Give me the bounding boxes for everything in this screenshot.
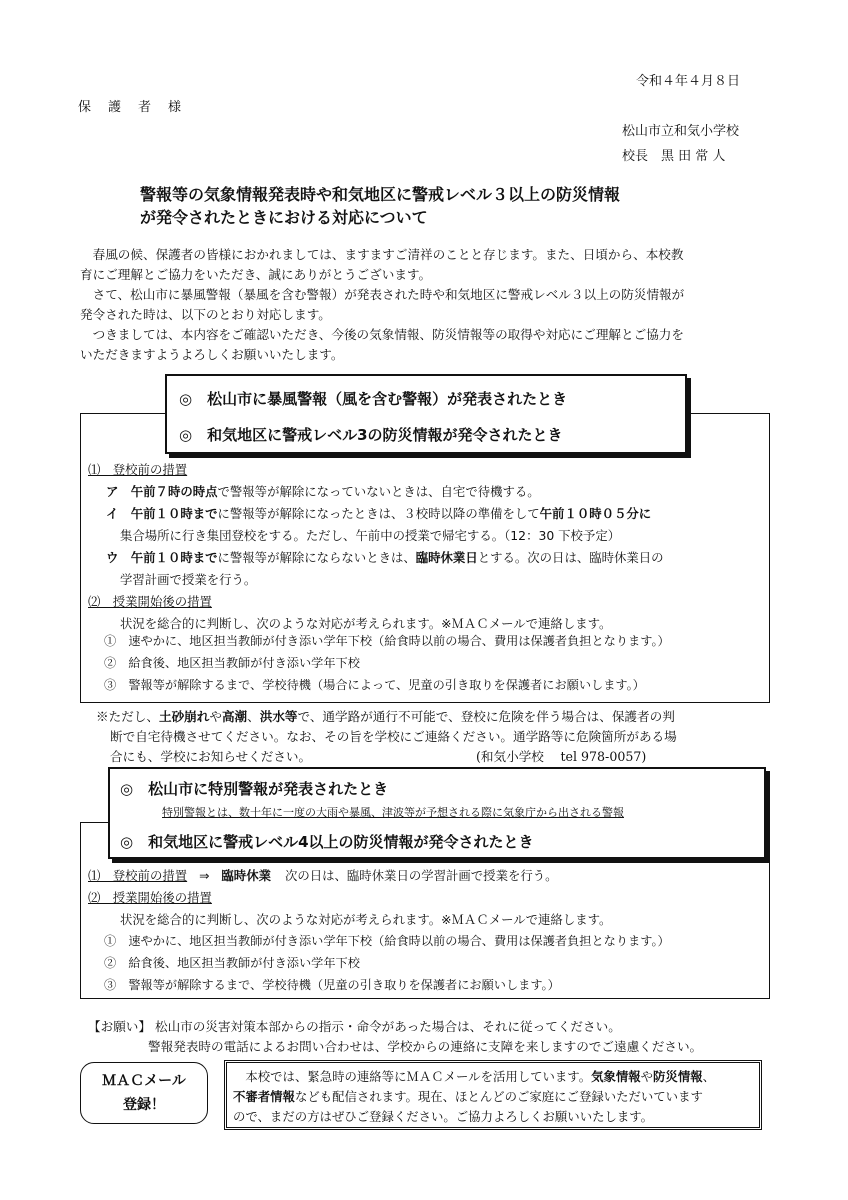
school-contact: (和気小学校 tel 978-0057) xyxy=(476,749,647,764)
request-text: 松山市の災害対策本部からの指示・命令があった場合は、それに従ってください。 xyxy=(154,1019,621,1034)
intro-line: さて、松山市に暴風警報（暴風を含む警報）が発表された時や和気地区に警戒レベル３以上の防災情報が xyxy=(80,287,685,302)
intro-line: 発令された時は、以下のとおり対応します。 xyxy=(80,307,331,322)
mac-sep: 、 xyxy=(702,1069,715,1084)
list-item: ③ 警報等が解除するまで、学校待機（児童の引き取りを保護者にお願いします。） xyxy=(104,978,560,992)
list-item: ② 給食後、地区担当教師が付き添い学年下校 xyxy=(104,956,360,970)
note-line3: 合にも、学校にお知らせください。 xyxy=(110,749,312,764)
section2-heading1: ◎ 松山市に特別警報が発表されたとき xyxy=(120,780,389,798)
mac-mail-register: 登録！ xyxy=(123,1097,165,1113)
section2-sub1 xyxy=(88,866,558,884)
section1-sub1-title: ⑴ 登校前の措置 xyxy=(88,462,188,477)
section1-judge: 状況を総合的に判断し、次のような対応が考えられます。※ＭＡＣメールで連絡します。 xyxy=(120,616,612,631)
measure-u-text2: とする。次の日は、臨時休業日の xyxy=(477,550,664,565)
mac-line2 xyxy=(233,1087,759,1107)
note-flood: 洪水等 xyxy=(259,709,298,724)
measure-i-text: に警報等が解除になったときは、３校時以降の準備をして xyxy=(217,506,540,521)
section2-heading-box xyxy=(108,767,766,859)
mac-weather: 気象情報 xyxy=(591,1069,641,1084)
list-item: ② 給食後、地区担当教師が付き添い学年下校 xyxy=(104,656,360,670)
recipient: 保 護 者 様 xyxy=(78,100,184,115)
closure-label: 臨時休業 xyxy=(221,868,271,883)
measure-u-text: に警報等が解除にならないときは、 xyxy=(217,550,416,565)
note-prefix: ※ただし、 xyxy=(96,709,159,724)
note-sep: や xyxy=(209,709,222,724)
note-sep: 、 xyxy=(247,709,260,724)
document-title-line1: 警報等の気象情報発表時や和気地区に警戒レベル３以上の防災情報 xyxy=(140,185,621,204)
intro-line: 育にご理解とご協力をいただき、誠にありがとうございます。 xyxy=(80,267,432,282)
section2-sub2-title: ⑵ 授業開始後の措置 xyxy=(88,890,212,905)
measure-a-text: で警報等が解除になっていないときは、自宅で待機する。 xyxy=(217,484,540,499)
measure-a xyxy=(106,482,540,500)
list-item: ③ 警報等が解除するまで、学校待機（場合によって、児童の引き取りを保護者にお願いします。） xyxy=(104,678,645,692)
closure-text: 次の日は、臨時休業日の学習計画で授業を行う。 xyxy=(284,868,558,883)
section2-sub1-title: ⑴ 登校前の措置 xyxy=(88,868,188,883)
intro-line: 春風の候、保護者の皆様におかれましては、ますますご清祥のことと存じます。また、日頃から、本校教 xyxy=(80,247,684,262)
section1-heading-box xyxy=(165,374,687,454)
measure-u xyxy=(106,548,664,566)
mac-mail-badge xyxy=(80,1062,208,1124)
intro-line: いただきますようよろしくお願いいたします。 xyxy=(80,347,344,362)
section2-heading2: ◎ 和気地区に警戒レベル4以上の防災情報が発令されたとき xyxy=(120,833,534,851)
list-item: ① 速やかに、地区担当教師が付き添い学年下校（給食時以前の場合、費用は保護者負担となります。） xyxy=(104,934,670,948)
section1-sub2-title: ⑵ 授業開始後の措置 xyxy=(88,594,212,609)
mac-mail-info-box xyxy=(224,1060,762,1130)
measure-i-time2: 午前１０時０５分に xyxy=(539,506,652,521)
mac-text: なども配信されます。現在、ほとんどのご家庭にご登録いただいています xyxy=(294,1089,703,1104)
section1-heading2: ◎ 和気地区に警戒レベル3の防災情報が発令されたとき xyxy=(179,426,563,444)
measure-u-line2: 学習計画で授業を行う。 xyxy=(120,572,257,587)
intro-line: つきましては、本内容をご確認いただき、今後の気象情報、防災情報等の取得や対応にご理解とご協力を xyxy=(80,327,684,342)
request-line2: 警報発表時の電話によるお問い合わせは、学校からの連絡に支障を来しますのでご遠慮ください。 xyxy=(148,1039,703,1054)
request-label: 【お願い】 xyxy=(88,1019,151,1034)
note-storm-surge: 高潮 xyxy=(221,709,248,724)
mac-disaster: 防災情報 xyxy=(653,1069,703,1084)
measure-i xyxy=(106,504,651,522)
mac-line1 xyxy=(233,1067,759,1087)
special-warning-definition: 特別警報とは、数十年に一度の大雨や暴風、津波等が予想される際に気象庁から出される警報 xyxy=(162,806,624,819)
note-text: で、通学路が通行不可能で、登校に危険を伴う場合は、保護者の判 xyxy=(297,709,675,724)
note-landslide: 土砂崩れ xyxy=(158,709,210,724)
mac-line3: ので、まだの方はぜひご登録ください。ご協力よろしくお願いいたします。 xyxy=(233,1109,654,1124)
mac-mail-title: ＭＡＣメール xyxy=(102,1073,186,1089)
school-name: 松山市立和気小学校 xyxy=(622,124,740,139)
measure-a-time: ア 午前７時の時点 xyxy=(106,484,218,499)
measure-u-time: ウ 午前１０時まで xyxy=(106,550,218,565)
measure-i-time: イ 午前１０時まで xyxy=(106,506,218,521)
mac-suspicious: 不審者情報 xyxy=(233,1089,295,1104)
section2-judge: 状況を総合的に判断し、次のような対応が考えられます。※ＭＡＣメールで連絡します。 xyxy=(120,912,612,927)
date: 令和４年４月８日 xyxy=(636,74,741,89)
note-line1 xyxy=(96,706,675,725)
list-item: ① 速やかに、地区担当教師が付き添い学年下校（給食時以前の場合、費用は保護者負担となります。） xyxy=(104,634,670,648)
section1-heading1: ◎ 松山市に暴風警報（風を含む警報）が発表されたとき xyxy=(179,390,568,408)
principal-name: 校長 黒 田 常 人 xyxy=(622,149,726,164)
request-line1 xyxy=(88,1016,621,1035)
note-line2: 断で自宅待機させてください。なお、その旨を学校にご連絡ください。通学路等に危険箇所がある場 xyxy=(110,729,677,744)
mac-text: 本校では、緊急時の連絡等にＭＡＣメールを活用しています。 xyxy=(233,1069,592,1084)
mac-sep: や xyxy=(640,1069,654,1084)
document-title-line2: が発令されたときにおける対応について xyxy=(140,208,428,227)
measure-i-line2: 集合場所に行き集団登校をする。ただし、午前中の授業で帰宅する。（12：30 下校予定） xyxy=(120,528,621,543)
intro-paragraph xyxy=(80,245,684,365)
arrow-icon: ⇒ xyxy=(199,868,210,883)
measure-u-closure: 臨時休業日 xyxy=(415,550,478,565)
